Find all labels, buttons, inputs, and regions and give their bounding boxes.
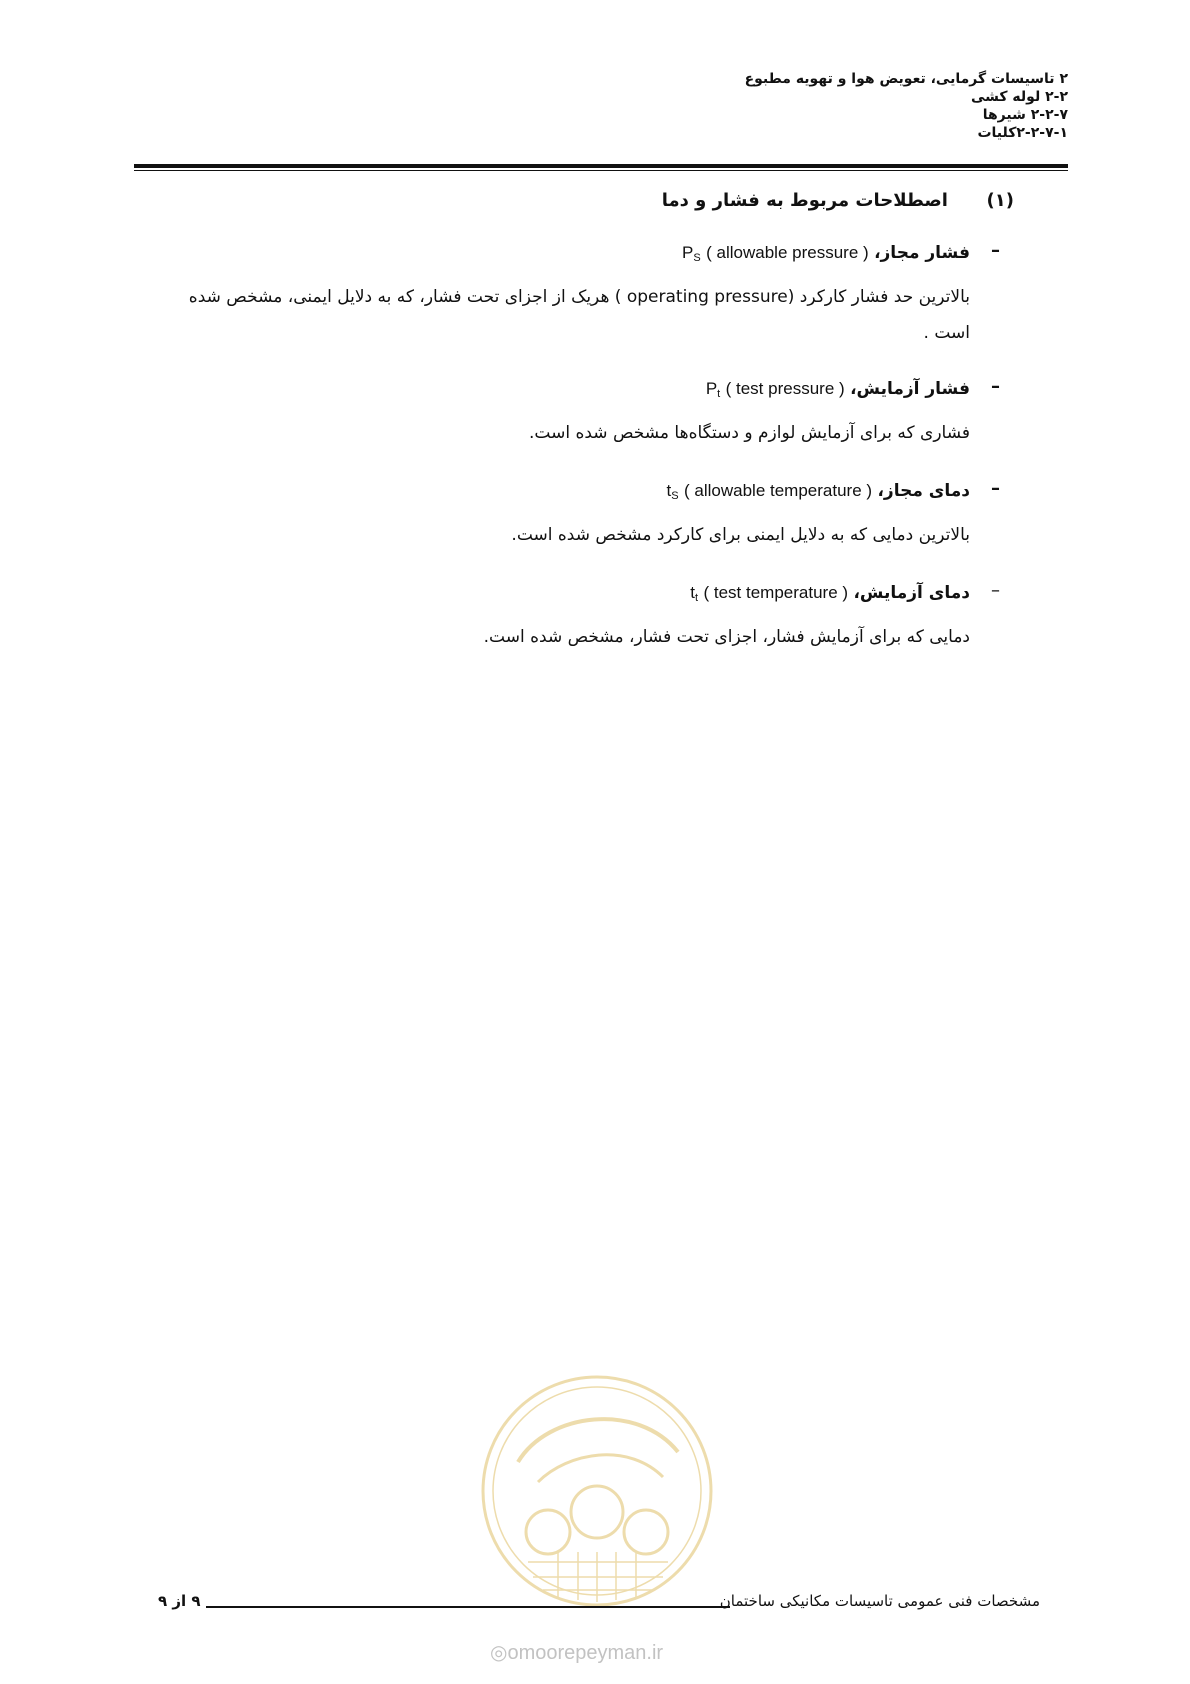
definition-description: بالاترین دمایی که به دلایل ایمنی برای کارکرد مشخص شده است.	[511, 525, 970, 545]
definition-bullet: –	[991, 478, 1000, 499]
definition-english-term: ( test pressure )	[725, 379, 845, 398]
definition-symbol: $P_S$	[682, 243, 701, 264]
header-line-chapter: ۲ تاسیسات گرمایی، تعویض هوا و تهویه مطبوع	[744, 71, 1068, 87]
definition-bullet: –	[991, 580, 1000, 601]
definition-english-term: ( allowable temperature )	[684, 481, 873, 500]
definition-term: دمای مجاز،	[877, 481, 970, 501]
definition-term: فشار آزمایش،	[850, 379, 970, 399]
header-line-section: ۲-۲ لوله کشی	[971, 89, 1068, 105]
definition-symbol: $P_t$	[705, 379, 721, 400]
header-rule-thick	[134, 164, 1068, 168]
definition-description: دمایی که برای آزمایش فشار، اجزای تحت فشار، مشخص شده است.	[483, 627, 970, 647]
definition-bullet: –	[991, 240, 1000, 261]
definition-english-term: ( test temperature )	[703, 583, 849, 602]
header-rule-thin	[134, 170, 1068, 171]
header-line-subsection: ۲-۲-۷ شیرها	[982, 107, 1068, 123]
definition-description: بالاترین حد فشار کارکرد (operating pressure ) هریک از اجزای تحت فشار، که به دلایل ایمنی، مشخص شده است .	[188, 287, 970, 343]
footer-document-title: مشخصات فنی عمومی تاسیسات مکانیکی ساختمان	[719, 1592, 1040, 1610]
definition-description: فشاری که برای آزمایش لوازم و دستگاه‌ها مشخص شده است.	[529, 423, 970, 443]
definition-symbol: $t_S$	[666, 481, 679, 502]
footer-page-number: ۹ از ۹	[158, 1592, 201, 1610]
definition-english-term: ( allowable pressure )	[706, 243, 869, 262]
definition-test-temperature	[484, 582, 970, 655]
header-line-topic: ۲-۲-۷-۱کلیات	[977, 125, 1068, 141]
page-header	[508, 70, 1068, 142]
watermark-website: ◎omoorepeyman.ir	[490, 1642, 664, 1664]
footer-rule	[206, 1606, 730, 1608]
definition-bullet: –	[991, 376, 1000, 397]
section-heading	[662, 190, 1014, 211]
definition-term: فشار مجاز،	[874, 243, 970, 263]
definition-test-pressure	[529, 378, 970, 451]
definition-allowable-pressure	[115, 242, 970, 351]
definition-symbol: $t_t$	[690, 583, 699, 604]
instagram-icon: ◎	[490, 1642, 508, 1664]
section-number: (۱)	[986, 190, 1014, 211]
watermark-seal-logo	[478, 1372, 716, 1610]
definition-term: دمای آزمایش،	[853, 583, 970, 603]
section-title: اصطلاحات مربوط به فشار و دما	[661, 190, 948, 211]
definition-allowable-temperature	[511, 480, 970, 553]
